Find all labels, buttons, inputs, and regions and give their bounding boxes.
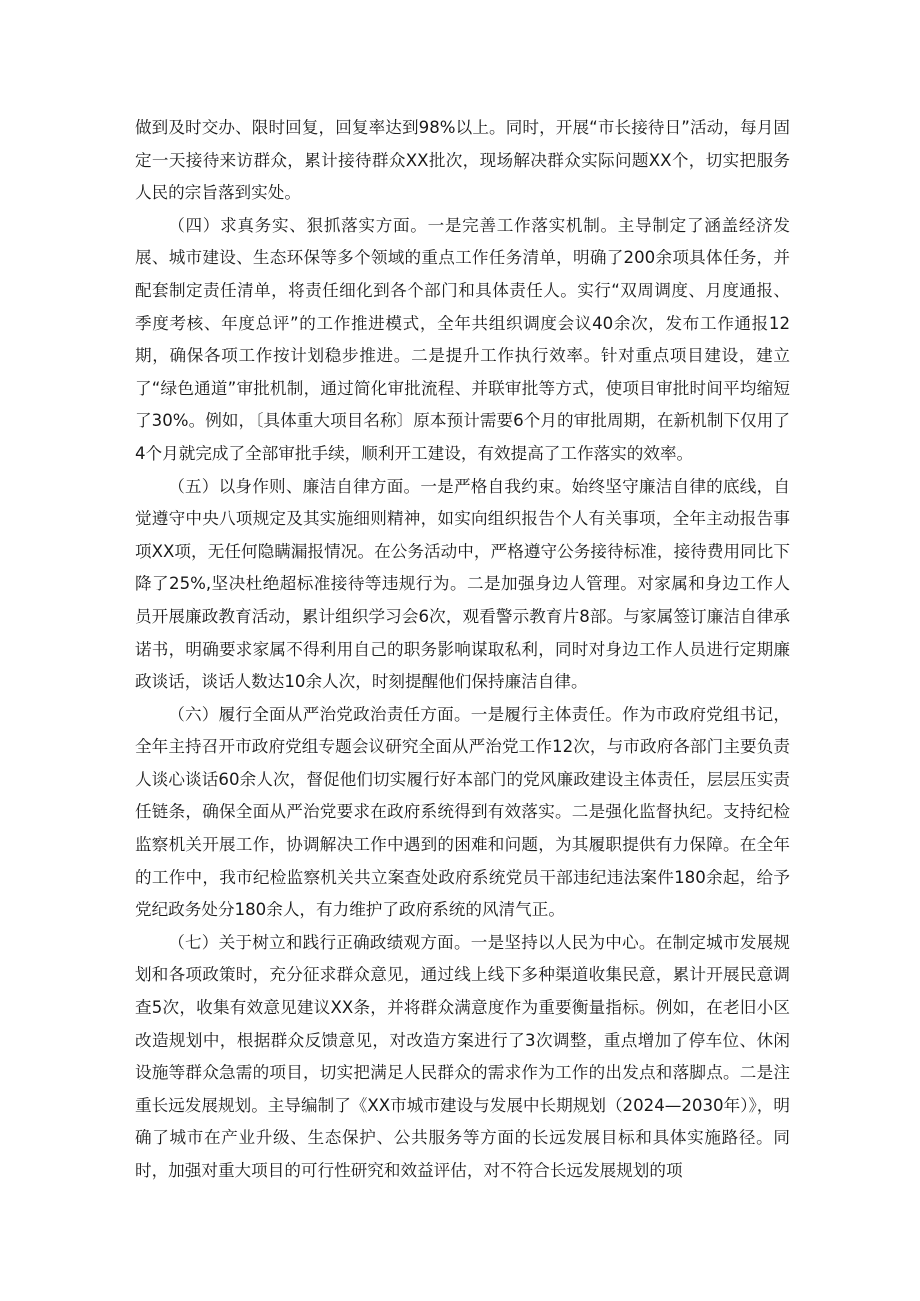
paragraph-section-6: （六）履行全面从严治党政治责任方面。一是履行主体责任。作为市政府党组书记，全年主持召开市政府党组专题会议研究全面从严治党工作12次，与市政府各部门主要负责人谈心谈话60余人次，督促他们切实履行好本部门的党风廉政建设主体责任，层层压实责任链条，确保全面从严治党要求在政府系统得到有效落实。二是强化监督执纪。支持纪检监察机关开展工作，协调解决工作中遇到的困难和问题，为其履职提供有力保障。在全年的工作中，我市纪检监察机关共立案查处政府系统党员干部违纪违法案件180余起，给予党纪政务处分180余人，有力维护了政府系统的风清气正。 bbox=[135, 704, 790, 920]
paragraph-section-4: （四）求真务实、狠抓落实方面。一是完善工作落实机制。主导制定了涵盖经济发展、城市建设、生态环保等多个领域的重点工作任务清单，明确了200余项具体任务，并配套制定责任清单，将责任细化到各个部门和具体责任人。实行“双周调度、月度通报、季度考核、年度总评”的工作推进模式，全年共组织调度会议40余次，发布工作通报12期，确保各项工作按计划稳步推进。二是提升工作执行效率。针对重点项目建设，建立了“绿色通道”审批机制，通过简化审批流程、并联审批等方式，使项目审批时间平均缩短了30%。例如，〔具体重大项目名称〕原本预计需要6个月的审批周期，在新机制下仅用了4个月就完成了全部审批手续，顺利开工建设，有效提高了工作落实的效率。 bbox=[135, 215, 790, 463]
document-body bbox=[135, 112, 790, 1188]
paragraph-section-5: （五）以身作则、廉洁自律方面。一是严格自我约束。始终坚守廉洁自律的底线，自觉遵守中央八项规定及其实施细则精神，如实向组织报告个人有关事项，全年主动报告事项XX项，无任何隐瞒漏报情况。在公务活动中，严格遵守公务接待标准，接待费用同比下降了25%,坚决杜绝超标准接待等违规行为。二是加强身边人管理。对家属和身边工作人员开展廉政教育活动，累计组织学习会6次，观看警示教育片8部。与家属签订廉洁自律承诺书，明确要求家属不得利用自己的职务影响谋取私利，同时对身边工作人员进行定期廉政谈话，谈话人数达10余人次，时刻提醒他们保持廉洁自律。 bbox=[135, 476, 790, 692]
paragraph-continuation: 做到及时交办、限时回复，回复率达到98%以上。同时，开展“市长接待日”活动，每月固定一天接待来访群众，累计接待群众XX批次，现场解决群众实际问题XX个，切实把服务人民的宗旨落到实处。 bbox=[135, 118, 790, 203]
paragraph-section-7: （七）关于树立和践行正确政绩观方面。一是坚持以人民为中心。在制定城市发展规划和各项政策时，充分征求群众意见，通过线上线下多种渠道收集民意，累计开展民意调查5次，收集有效意见建议XX条，并将群众满意度作为重要衡量指标。例如，在老旧小区改造规划中，根据群众反馈意见，对改造方案进行了3次调整，重点增加了停车位、休闲设施等群众急需的项目，切实把满足人民群众的需求作为工作的出发点和落脚点。二是注重长远发展规划。主导编制了《XX市城市建设与发展中长期规划（2024—2030年）》，明确了城市在产业升级、生态保护、公共服务等方面的长远发展目标和具体实施路径。同时，加强对重大项目的可行性研究和效益评估，对不符合长远发展规划的项 bbox=[135, 932, 790, 1180]
